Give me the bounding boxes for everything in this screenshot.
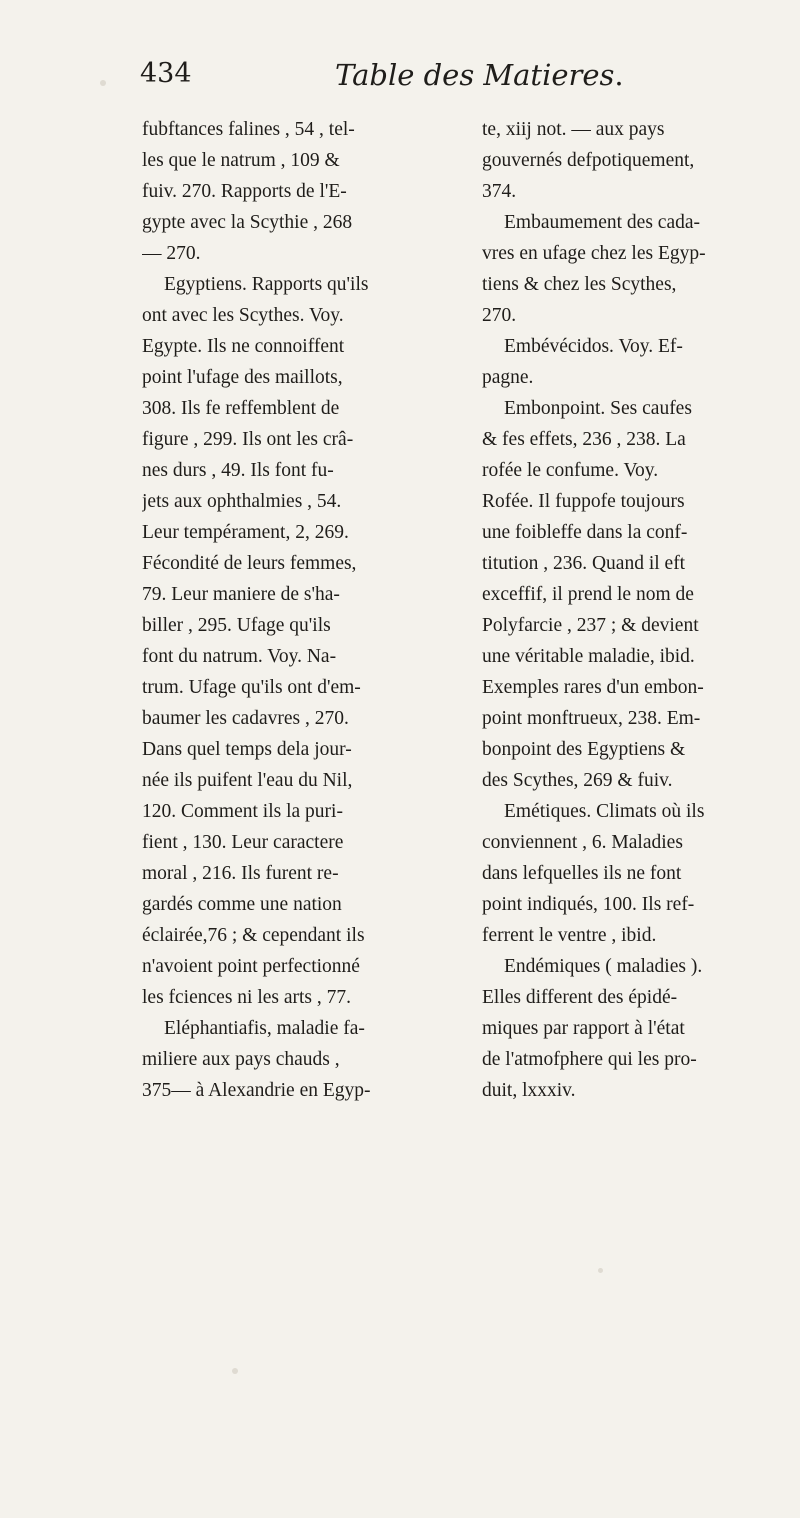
text-line: 374.: [482, 181, 517, 202]
ink-smudge: [598, 1268, 603, 1273]
page-header: [140, 58, 700, 98]
text-line: figure , 299. Ils ont les crâ-: [142, 429, 354, 450]
text-line: jets aux ophthalmies , 54.: [142, 491, 342, 512]
text-line: Leur tempérament, 2, 269.: [142, 522, 349, 543]
text-line: 79. Leur maniere de s'ha-: [142, 584, 340, 605]
text-line: née ils puifent l'eau du Nil,: [142, 770, 353, 791]
text-line: 120. Comment ils la puri-: [142, 801, 343, 822]
text-line: baumer les cadavres , 270.: [142, 708, 349, 729]
text-line: miliere aux pays chauds ,: [142, 1049, 340, 1070]
text-line: tiens & chez les Scythes,: [482, 274, 677, 295]
text-line: fubftances falines , 54 , tel-: [142, 119, 355, 140]
text-line: gypte avec la Scythie , 268: [142, 212, 353, 233]
text-line: une véritable maladie, ibid.: [482, 646, 695, 667]
text-line: Polyfarcie , 237 ; & devient: [482, 615, 699, 636]
text-line: font du natrum. Voy. Na-: [142, 646, 337, 667]
text-line: 270.: [482, 305, 517, 326]
text-line: des Scythes, 269 & fuiv.: [482, 770, 673, 791]
text-line: exceffif, il prend le nom de: [482, 584, 694, 605]
ink-smudge: [232, 1368, 238, 1374]
text-line: bonpoint des Egyptiens &: [482, 739, 686, 760]
text-line: les que le natrum , 109 &: [142, 150, 340, 171]
text-line: n'avoient point perfectionné: [142, 956, 360, 977]
text-line: Rofée. Il fuppofe toujours: [482, 491, 685, 512]
text-line: — 270.: [142, 243, 201, 264]
text-line: dans lefquelles ils ne font: [482, 863, 682, 884]
text-line: miques par rapport à l'état: [482, 1018, 685, 1039]
text-line: point indiqués, 100. Ils ref-: [482, 894, 695, 915]
text-line: Elles different des épidé-: [482, 987, 678, 1008]
text-line: une foibleffe dans la conf-: [482, 522, 688, 543]
page-number: 434: [140, 58, 192, 89]
ink-smudge: [100, 80, 106, 86]
text-line: Embévécidos. Voy. Ef-: [504, 336, 683, 357]
text-line: point monftrueux, 238. Em-: [482, 708, 701, 729]
text-line: Embaumement des cada-: [504, 212, 700, 233]
text-line: duit, lxxxiv.: [482, 1080, 576, 1101]
text-line: conviennent , 6. Maladies: [482, 832, 683, 853]
text-line: ont avec les Scythes. Voy.: [142, 305, 344, 326]
text-line: ferrent le ventre , ibid.: [482, 925, 657, 946]
text-line: Embonpoint. Ses caufes: [504, 398, 692, 419]
text-line: 308. Ils fe reffemblent de: [142, 398, 340, 419]
text-line: les fciences ni les arts , 77.: [142, 987, 352, 1008]
text-line: Eléphantiafis, maladie fa-: [164, 1018, 365, 1039]
text-line: Fécondité de leurs femmes,: [142, 553, 357, 574]
text-line: nes durs , 49. Ils font fu-: [142, 460, 334, 481]
text-line: 375— à Alexandrie en Egyp-: [142, 1080, 371, 1101]
text-line: biller , 295. Ufage qu'ils: [142, 615, 331, 636]
text-line: fient , 130. Leur caractere: [142, 832, 344, 853]
text-line: Egyptiens. Rapports qu'ils: [164, 274, 369, 295]
text-line: pagne.: [482, 367, 534, 388]
text-line: Egypte. Ils ne connoiffent: [142, 336, 345, 357]
text-line: fuiv. 270. Rapports de l'E-: [142, 181, 347, 202]
text-line: moral , 216. Ils furent re-: [142, 863, 339, 884]
text-line: gouvernés defpotiquement,: [482, 150, 695, 171]
text-line: trum. Ufage qu'ils ont d'em-: [142, 677, 361, 698]
running-title: [335, 58, 624, 92]
text-line: Exemples rares d'un embon-: [482, 677, 704, 698]
text-line: point l'ufage des maillots,: [142, 367, 343, 388]
right-column: [482, 114, 800, 1106]
text-line: Emétiques. Climats où ils: [504, 801, 705, 822]
text-line: gardés comme une nation: [142, 894, 342, 915]
running-title-period: .: [614, 58, 624, 92]
text-line: éclairée,76 ; & cependant ils: [142, 925, 365, 946]
text-line: vres en ufage chez les Egyp-: [482, 243, 706, 264]
text-line: de l'atmofphere qui les pro-: [482, 1049, 697, 1070]
text-line: Endémiques ( maladies ).: [504, 956, 703, 977]
running-title-text: Table des Matieres: [335, 58, 615, 92]
text-line: & fes effets, 236 , 238. La: [482, 429, 686, 450]
text-line: te, xiij not. — aux pays: [482, 119, 665, 140]
text-line: Dans quel temps dela jour-: [142, 739, 352, 760]
text-line: titution , 236. Quand il eft: [482, 553, 686, 574]
left-column: [142, 114, 462, 1106]
text-line: rofée le confume. Voy.: [482, 460, 659, 481]
